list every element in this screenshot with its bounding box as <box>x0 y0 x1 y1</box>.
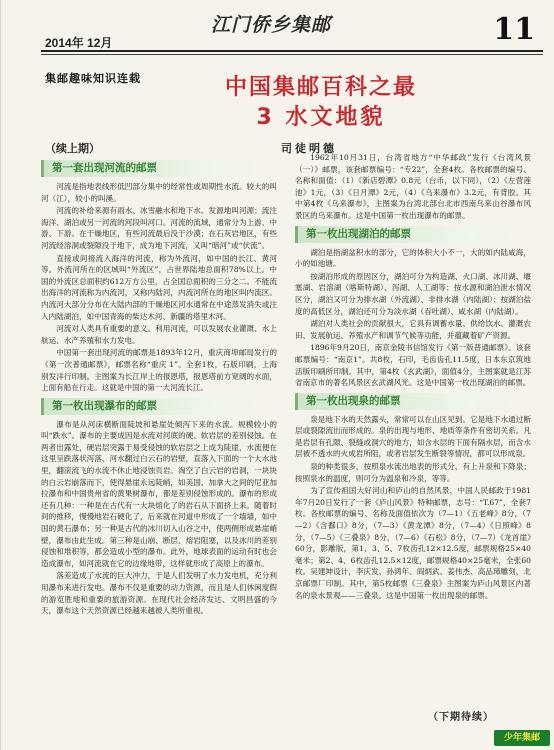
paragraph: 瀑布是从河床横断面陡坡和悬崖处倾泻下来的水流。规模较小的叫“跌水”。瀑布的主要成因是水流对河底的硬、软岩层的差别侵蚀。在两者出露处，硬岩层突露于易受侵蚀的软岩层之上成为陡崖，水流便在这里呈跌落状泻落，河水翻过白云石的岩壁，直落入下面的一个大水池里，翻滚流飞的水流不休止地浸蚀页岩。淘空了白云岩的岩洞，一块块的白云岩崩落而下，使得悬崖永远陡峭，如美国、加拿大之间的尼亚加拉瀑布和中国贵州省的黄果树瀑布，都是差别侵蚀形成的。瀑布的形成还有几种：一种是在古代有一大块熔化了的岩石从下面挤上来。随着时间的推移，慢慢地岩石硬化了，后来就在河道中形成了一个墙墙，如中国的黄石瀑布；另一种是古代的冰川切入山谷之中，使两侧形成悬崖峭壁，瀑布由此生成。第三种是山崩、断层、熔岩阻塞，以及冰川的差别侵蚀和堆积等，都会造成小型的瀑布。此外，地球表面的运动有时也会造成瀑布，如河流就在它的边缘地带，这样就形成了高原上的瀑布。 <box>41 419 277 568</box>
page-number: 11 <box>493 12 535 47</box>
page-header <box>41 6 543 52</box>
author-name: 司徒明德 <box>281 142 337 155</box>
article-title: 中国集邮百科之最 <box>224 75 417 100</box>
issue-date: 2014年 12月 <box>45 36 113 50</box>
continued-label: （续上期） <box>45 142 100 155</box>
section-heading-spring: 第一枚出现泉的邮票 <box>295 393 531 410</box>
paragraph: 直接或间接流入海洋的河流，称为外流河，如中国的长江、黄河等。外流河所在的区域叫“外流区”，占世界陆地总面积78%以上。中国的外流区总面积约612万方公里，占全国总面积的三分之二。不能流出海洋的河流称为内流河，又称内陆河，内流河所在的地区叫内流区。内流河大部分分布在大陆内部的干燥地区河水通常在中途蒸发消失或注入内陆湖泊，如中国青海的柴达木河、新疆的塔里木河。 <box>41 253 277 321</box>
header-rule-thin <box>41 54 543 55</box>
section-heading-waterfall: 第一枚出现瀑布的邮票 <box>41 398 277 415</box>
to-be-continued: （下期待续） <box>428 712 494 723</box>
paragraph: 1896年9月20日，南京金陵书信馆发行《第一版普通邮票》。该套邮票编号：“南京1”。共8枚，石印，毛齿齿孔11.5度，日本东京筑地活版印刷所印制。其中，第4枚《玄武湖》，面值4分，主图案就是江苏省南京市的著名风景区玄武湖风光。这是中国第一枚出现湖泊的邮票。 <box>295 343 531 388</box>
paragraph: 泉是地下水的天然露头，常常可以在山区见到。它是地下水通过断层或裂隙流出而形成的。泉的出现与地形、地质等条件有密切关系。凡是岩层有孔隙、裂缝或洞穴的地方，如含水层的下面有隔水层，而含水层被不透水的火成岩所阻，或者岩层发生断裂等情况，都可以形成泉。 <box>295 414 531 459</box>
series-label: 集邮趣味知识连载 <box>45 72 141 85</box>
left-column <box>41 156 277 618</box>
paragraph: 泉的种类很多，按照泉水流出地表的形式分，有上升泉和下降泉；按照泉水的温度，则可分为温泉和冷泉，等等。 <box>295 462 531 483</box>
youth-philately-logo: 少年集邮 <box>494 730 550 746</box>
paragraph: 按湖泊形成的原因区分，湖泊可分为构造湖、火口湖、冰川湖、堰塞湖、岩溶湖（喀斯特湖）、泻湖、人工湖等；按水源和湖泊泄水情况区分，湖泊又可分为排水湖（外流湖）、非排水湖（内陆湖）；按湖泊盐度的高低区分，湖泊还可分为淡水湖（吞吐湖）、咸水湖（内陆湖）。 <box>295 271 531 316</box>
paragraph: 落差造成了水流的巨大冲力，于是人们发明了水力发电机，充分利用瀑布来进行发电。瀑布不仅是重要的动力资源，而且是人们休闲度假的游览胜地和重要的旅游资源。在现代社会经济发达、文明昌盛的今天，瀑布这个天然资源已经越来越被人类所重视。 <box>41 571 277 616</box>
masthead: 江门侨乡集邮 <box>211 14 332 36</box>
right-column <box>295 152 531 602</box>
paragraph: 河流的补给来源有雨水、冰雪融水和地下水。发源地叫河源；流注海洋、湖泊或另一河流的河段叫河口。河流的流域，通常分为上游、中游、下游。在干燥地区，有些河流最后没于沙漠；在石灰岩地区，有些河流经溶洞或裂隙没于地下，成为地下河流，又叫“暗河”或“伏流”。 <box>41 206 277 250</box>
section-heading-lake: 第一枚出现湖泊的邮票 <box>295 226 531 243</box>
paragraph: 为了宣传祖国大好河山和庐山的自然风景，中国人民邮政于1981年7月20日发行了一套《庐山风景》特种邮票，志号：“T.67”，全套7枚。各枚邮票的编号、名称及面值依次为（7—1）《五老峰》8分，（7—2）《含鄱口》8分，（7—3）《黄龙潭》8分，（7—4）《日照峰》8分，（7—5）《三叠泉》8分，（7—6）《石松》8分，（7—7）《龙首崖》60分，影雕版，第1、3、5、7枚齿孔12×12.5度，邮票规格25×40毫米；第2、4、6枚齿孔12.5×12度，邮票规格40×25毫米，全张60枚。吴建坤设计，李庆发、孙鸿年、阎炳武、姜伟杰、高品璋雕刻，北京邮票厂印制。其中，第5枚邮票《三叠泉》主图案为庐山风景区内著名的泉水景观——三叠泉。这是中国第一枚出现泉的邮票。 <box>295 486 531 600</box>
paragraph: 湖泊是指湖盆积水的部分，它的体积大小不一，大的如内陆咸海，小的如池塘。 <box>295 247 531 269</box>
section-heading-river: 第一套出现河流的邮票 <box>41 160 277 177</box>
header-rule <box>41 50 543 52</box>
paragraph: 1962年10月31日，台湾省地方“中华邮政”发行《台湾风景（一）》邮票，该套邮票编号：“专22”，全套4枚。各枚邮票的编号、名称和面值：（1）《新店碧潭》0.8元（台币，以下同），（2）《左营莲池》1元，（3）《日月潭》2元，（4）《乌来瀑布》3.2元，有背胶。其中第4枚《乌来瀑布》，主图案为台湾北部台北市西南乌来山谷瀑布风景区的乌来瀑布。这是中国第一枚出现瀑布的邮票。 <box>295 153 531 220</box>
paragraph: 河流是指地表线形低凹部分集中的经常性或周期性水流。较大的叫河（江），较小的叫溪。 <box>41 182 277 203</box>
paragraph: 中国第一套出现河流的邮票是1893年12月，重庆商埠邮局发行的《第一次普通邮票》，邮票名称“重庆 1”。全套1枚，石版印刷，上海别发洋行印制。主图案为长江岸上的报恩塔，报恩塔前方宽阔的水面，上面有船在行走。这就是中国的第一大河流长江。 <box>41 348 277 393</box>
article-subtitle: 3 水文地貌 <box>256 105 386 130</box>
paragraph: 湖泊对人类社会的贡献很大，它具有调蓄水量、供给饮水、灌溉农田、发展航运、养殖水产和调节气候等功能，并蕴藏着矿产资源。 <box>295 319 531 340</box>
paragraph: 河流对人类具有重要的意义。利用河流，可以发展农业灌溉、水上航运、水产养殖和水力发电。 <box>41 324 277 345</box>
